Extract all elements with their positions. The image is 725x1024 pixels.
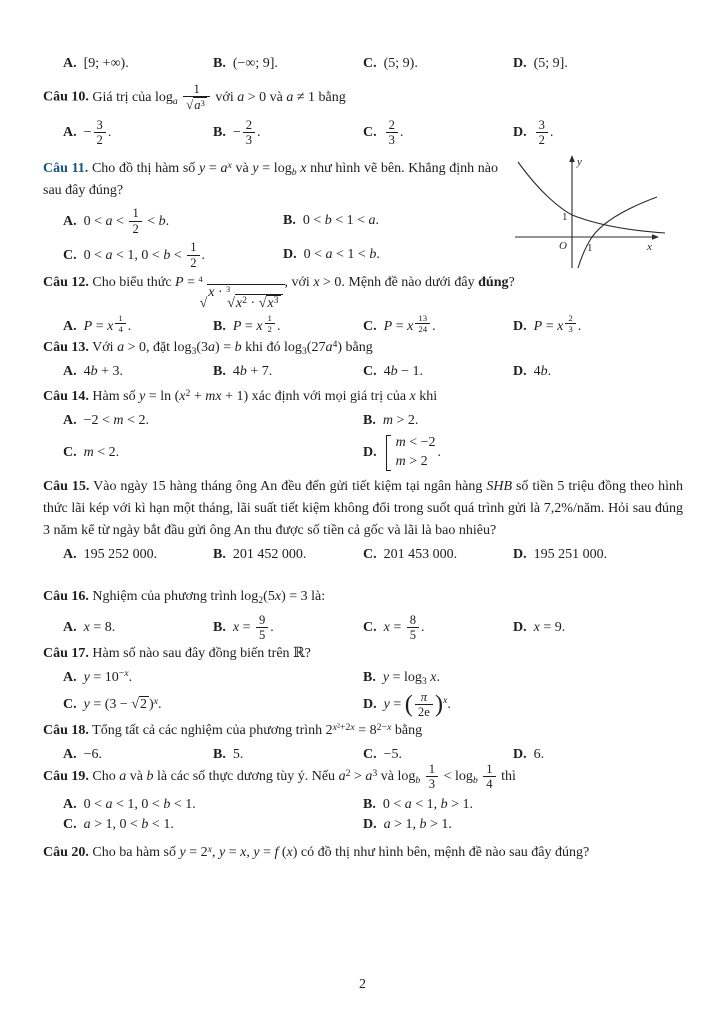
option-b: B. 0 < a < 1, b > 1.: [363, 796, 474, 812]
question-label: Câu 19.: [43, 769, 89, 785]
x-axis-arrow: [652, 234, 659, 240]
option-a: [63, 56, 213, 72]
option-d: D. 6.: [513, 746, 545, 762]
question-text: Câu 12. Cho biểu thức P = 4 √ x · 3 √ $x^2$ · √ $x^3$ , với x > 0. Mệnh đề nào dưới đây đúng?: [43, 274, 515, 311]
q11-function-graph: [505, 152, 690, 270]
option-letter: D.: [513, 56, 527, 71]
option-c: C. P = x $^{\frac{13}{24}}$ .: [363, 312, 436, 334]
question-12: [43, 272, 683, 338]
question-20: [43, 842, 683, 869]
question-17: [43, 643, 683, 720]
x-axis-label: x: [647, 241, 652, 253]
option-d: D. 0 < a < 1 < b.: [283, 247, 380, 263]
question-19: [43, 762, 683, 833]
option-a: A. P = x $^{\frac{1}{4}}$ .: [63, 312, 132, 334]
question-11-options-row2: [43, 240, 498, 270]
question-14: [43, 386, 683, 473]
question-19-options-row1: [43, 797, 683, 813]
option-a: A. x = 8.: [63, 619, 116, 635]
option-letter: A.: [63, 56, 77, 71]
option-a: A. − $\frac{3}{2}$ .: [63, 117, 112, 148]
option-b: B. m > 2.: [363, 412, 419, 428]
option-c: C. x = $\frac{8}{5}$ .: [363, 612, 425, 643]
question-label: Câu 17.: [43, 646, 89, 661]
option-letter: B.: [213, 56, 226, 71]
option-a: A. 0 < a < 1, 0 < b < 1.: [63, 796, 196, 812]
option-c: C. y = (3 − √ 2 )$^x$.: [63, 695, 162, 713]
question-label: Câu 14.: [43, 389, 89, 404]
option-b: B. x = $\frac{9}{5}$ .: [213, 612, 274, 643]
option-b: B. P = x $^{\frac{1}{2}}$ .: [213, 312, 281, 334]
option-b: B. 5.: [213, 746, 244, 762]
question-18: [43, 720, 683, 763]
option-a: A. 0 < a < $\frac{1}{2}$ < b.: [63, 206, 170, 236]
y-tick-1: 1: [562, 211, 568, 223]
question-text: Câu 11. Cho đồ thị hàm số $y = a^x$ và $y = \log_b x$ như hình vẽ bên. Khẳng định nào sau đây đúng?: [43, 159, 499, 198]
question-label: Câu 16.: [43, 589, 89, 604]
question-text: Câu 10. Giá trị của $\log_a$ 1 √ $a^3$ với a > 0 và a ≠ 1 bằng: [43, 82, 346, 113]
question-10: [43, 82, 683, 148]
question-17-options-row2: [43, 690, 683, 720]
question-label: Câu 18.: [43, 723, 89, 738]
x-tick-1: 1: [587, 242, 593, 254]
option-b: B. − $\frac{2}{3}$ .: [213, 117, 261, 148]
option-a: A. $y = 10^{-x}$.: [63, 668, 133, 685]
origin-label: O: [559, 240, 567, 252]
option-c: C. 4b − 1.: [363, 363, 424, 379]
option-value: (−∞; 9].: [232, 56, 278, 71]
page-number: 2: [359, 977, 366, 992]
option-c: C. a > 1, 0 < b < 1.: [63, 816, 174, 832]
option-a: A. −2 < m < 2.: [63, 412, 149, 428]
question-15: [43, 476, 683, 563]
question-18-options: [43, 747, 683, 763]
question-text: Câu 14. Hàm số $y = \ln (x^2$ + mx + 1) xác định với mọi giá trị của x khi: [43, 387, 438, 404]
question-11: [43, 158, 683, 270]
y-axis-arrow: [569, 155, 575, 162]
option-d: D. P = x $^{\frac{2}{3}}$ .: [513, 312, 582, 334]
option-d: D. 195 251 000.: [513, 547, 608, 563]
question-14-options-row2: [43, 433, 683, 474]
question-13: [43, 337, 683, 380]
question-16-options: [43, 613, 683, 643]
question-19-options-row2: [43, 817, 683, 833]
option-b: B. 4b + 7.: [213, 363, 273, 379]
question-09-options: [43, 56, 683, 72]
option-b: B. 201 452 000.: [213, 547, 307, 563]
question-15-options: [43, 547, 683, 563]
question-label: Câu 15.: [43, 479, 90, 494]
question-09-answers: [43, 54, 683, 72]
option-value: (5; 9].: [533, 56, 568, 71]
question-text: Câu 16. Nghiệm của phương trình $\log_2(5x) = 3$ là:: [43, 589, 326, 606]
question-label: Câu 11.: [43, 161, 89, 176]
option-c: C. m < 2.: [63, 444, 120, 460]
option-b: [213, 56, 363, 72]
option-d: D. m < −2 m > 2 .: [363, 434, 442, 470]
option-b: B. $y = \log_3 x$.: [363, 669, 440, 687]
option-d: D. $\frac{3}{2}$ .: [513, 117, 554, 148]
option-c: C. $\frac{2}{3}$ .: [363, 117, 404, 148]
option-d: D. x = 9.: [513, 619, 566, 635]
option-b: B. 0 < b < 1 < a.: [283, 213, 380, 229]
option-c: [363, 56, 513, 72]
question-text: Câu 19. Cho a và b là các số thực dương tùy ý. Nếu $a^2 > a^3$ và $\log_b$ $\frac{1}{3}$ < $\log_b$ $\frac{1}{4}$ thì: [43, 762, 516, 792]
option-d: [513, 56, 683, 72]
question-label: Câu 20.: [43, 845, 89, 860]
question-label: Câu 12.: [43, 275, 89, 290]
question-text: Câu 20. Cho ba hàm số $y = 2^x$, y = x, y = f (x) có đồ thị như hình bên, mệnh đề nào sau đây đúng?: [43, 843, 590, 860]
option-value: [9; +∞).: [83, 56, 129, 71]
option-a: A. 4b + 3.: [63, 363, 124, 379]
option-c: C. 201 453 000.: [363, 547, 458, 563]
question-17-options-row1: [43, 670, 683, 686]
question-13-options: [43, 364, 683, 380]
question-text: Câu 18. Tổng tất cả các nghiệm của phương trình $2^{x^2+2x} = 8^{2-x}$ bằng: [43, 721, 423, 738]
question-12-options: [43, 312, 683, 338]
question-label: Câu 13.: [43, 340, 89, 355]
option-d: D. 4b.: [513, 363, 552, 379]
question-14-options-row1: [43, 413, 683, 429]
option-d: D. y = ( $\frac{\pi}{2e}$ )$^x$.: [363, 689, 451, 720]
question-16: [43, 586, 683, 643]
question-text: Câu 13. Với a > 0, đặt $\log_3(3a) = b$ khi đó $\log_3(27a^4)$ bằng: [43, 338, 373, 357]
question-10-options: [43, 118, 683, 148]
option-letter: C.: [363, 56, 377, 71]
option-a: A. −6.: [63, 746, 103, 762]
option-a: A. 195 252 000.: [63, 547, 158, 563]
exponential-curve: [518, 162, 665, 233]
question-11-options-row1: [43, 206, 498, 236]
option-c: C. −5.: [363, 746, 403, 762]
question-label: Câu 10.: [43, 89, 89, 105]
question-text: Câu 15. Vào ngày 15 hàng tháng ông An đều đến gửi tiết kiệm tại ngân hàng SHB số tiền 5 triệu đồng theo hình thức lãi kép với kì hạn một tháng, lãi suất tiết kiệm không đổi trong suốt quá trình gửi là 7,2%/năm. Hỏi sau đúng 3 năm kể từ ngày bắt đầu gửi ông An thu được số tiền cả gốc và lãi là bao nhiêu?: [43, 479, 683, 539]
option-value: (5; 9).: [383, 56, 418, 71]
y-axis-label: y: [577, 156, 582, 168]
logarithm-curve: [578, 197, 657, 268]
option-d: D. a > 1, b > 1.: [363, 816, 452, 832]
question-text: Câu 17. Hàm số nào sau đây đồng biến trên ℝ?: [43, 646, 311, 661]
option-c: C. 0 < a < 1, 0 < b < $\frac{1}{2}$ .: [63, 240, 206, 270]
